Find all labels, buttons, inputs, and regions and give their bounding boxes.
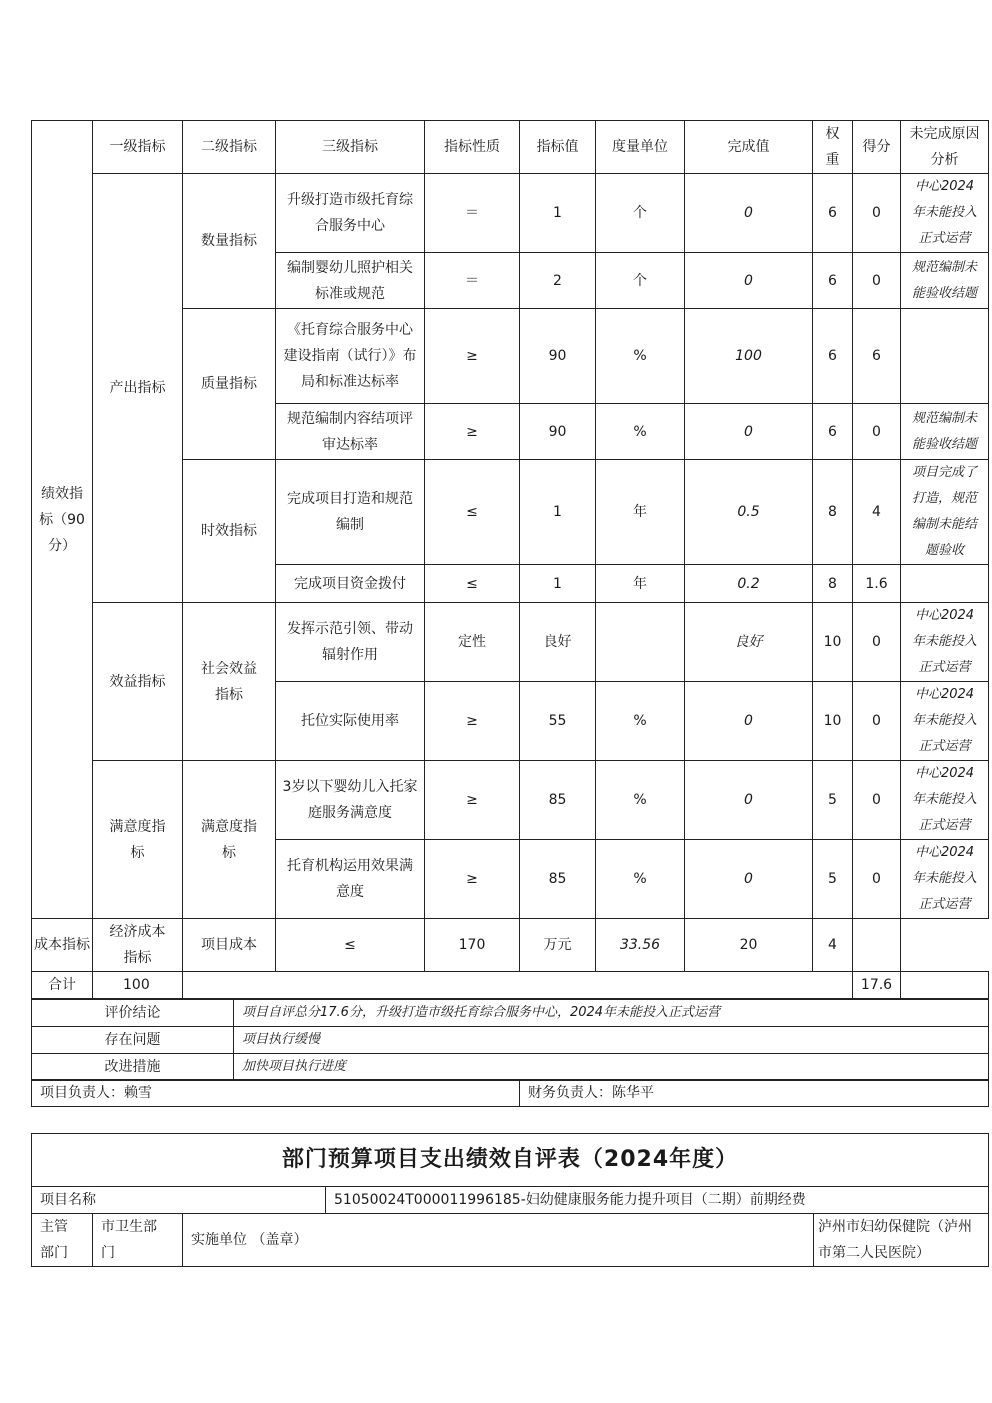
project-lead: 项目负责人：赖雪 [32,1080,520,1107]
department-row [32,1214,989,1267]
indicator-score: 0 [853,761,901,840]
indicator-weight: 6 [813,309,853,404]
project-name-row [32,1187,989,1214]
indicator-actual: 100 [685,309,813,404]
total-row [32,972,989,999]
indicator-nature: ≥ [425,682,520,761]
indicator-target: 85 [520,761,596,840]
indicator-unit: % [596,840,685,919]
indicator-reason: 项目完成了打造，规范编制未能结题验收 [901,460,989,565]
level2-economic: 经济成本指标 [93,919,183,972]
indicator-name: 编制婴幼儿照护相关标准或规范 [276,253,425,309]
indicator-actual: 0 [685,840,813,919]
header-reason: 未完成原因分析 [901,121,989,174]
indicator-nature: ≥ [425,761,520,840]
indicator-name: 托育机构运用效果满意度 [276,840,425,919]
level2-quality: 质量指标 [183,309,276,460]
indicator-weight: 6 [813,404,853,460]
indicator-actual: 0 [685,404,813,460]
indicator-weight: 8 [813,565,853,603]
indicator-weight: 8 [813,460,853,565]
indicator-actual: 0 [685,682,813,761]
level1-cost: 成本指标 [32,919,93,972]
total-weight: 100 [93,972,183,999]
indicator-nature: 定性 [425,603,520,682]
improvements-label: 改进措施 [32,1054,234,1081]
indicator-reason [901,309,989,404]
indicator-reason: 中心2024年未能投入正式运营 [901,174,989,253]
header-score: 得分 [853,121,901,174]
indicator-actual: 0 [685,253,813,309]
indicator-nature: ≥ [425,404,520,460]
dept-value: 市卫生部门 [93,1214,183,1267]
header-level3: 三级指标 [276,121,425,174]
level2-timeliness: 时效指标 [183,460,276,603]
indicator-actual: 0.2 [685,565,813,603]
signature-row [32,1080,989,1107]
indicator-target: 1 [520,565,596,603]
total-spacer [183,972,853,999]
category-cell: 绩效指标（90分） [32,121,93,919]
indicator-score: 0 [853,404,901,460]
dept-label: 主管部门 [32,1214,93,1267]
indicator-reason: 规范编制未能验收结题 [901,404,989,460]
indicator-reason [901,565,989,603]
table-row [32,761,989,840]
indicator-score: 0 [853,603,901,682]
indicator-target: 良好 [520,603,596,682]
indicator-name: 规范编制内容结项评审达标率 [276,404,425,460]
indicator-unit [596,603,685,682]
header-nature: 指标性质 [425,121,520,174]
indicator-unit: 万元 [520,919,596,972]
indicator-reason: 中心2024年未能投入正式运营 [901,603,989,682]
indicator-actual: 0.5 [685,460,813,565]
indicator-weight: 10 [813,603,853,682]
indicator-reason: 中心2024年未能投入正式运营 [901,761,989,840]
indicator-actual: 0 [685,761,813,840]
second-form [31,1133,989,1267]
indicator-name: 项目成本 [183,919,276,972]
indicator-score: 0 [853,174,901,253]
header-level2: 二级指标 [183,121,276,174]
indicator-actual: 33.56 [596,919,685,972]
project-name-label: 项目名称 [32,1187,326,1214]
indicator-weight: 6 [813,174,853,253]
indicator-score: 0 [853,682,901,761]
indicator-weight: 20 [685,919,813,972]
indicator-score: 4 [853,460,901,565]
indicator-actual: 0 [685,174,813,253]
improvements-row [32,1054,989,1081]
level2-quantity: 数量指标 [183,174,276,309]
level1-benefit: 效益指标 [93,603,183,761]
project-name-value: 51050024T000011996185-妇幼健康服务能力提升项目（二期）前期经费 [326,1187,989,1214]
header-row [32,121,989,174]
signature-table [31,1079,989,1107]
indicator-unit: % [596,404,685,460]
indicator-reason: 规范编制未能验收结题 [901,253,989,309]
indicator-target: 85 [520,840,596,919]
indicator-score: 1.6 [853,565,901,603]
indicator-nature: ≤ [425,565,520,603]
indicator-reason [853,919,901,972]
level1-satisfaction: 满意度指标 [93,761,183,919]
indicator-score: 0 [853,253,901,309]
table-row [32,919,989,972]
indicator-name: 升级打造市级托育综合服务中心 [276,174,425,253]
indicator-name: 发挥示范引领、带动辐射作用 [276,603,425,682]
issues-row [32,1027,989,1054]
indicator-unit: % [596,309,685,404]
indicator-weight: 5 [813,840,853,919]
form-title: 部门预算项目支出绩效自评表（2024年度） [32,1134,989,1187]
table-row [32,174,989,253]
form-title-row [32,1134,989,1187]
conclusion-label: 评价结论 [32,1000,234,1027]
indicator-name: 完成项目打造和规范编制 [276,460,425,565]
indicator-weight: 6 [813,253,853,309]
indicator-target: 90 [520,309,596,404]
header-weight: 权重 [813,121,853,174]
indicator-weight: 5 [813,761,853,840]
indicator-score: 4 [813,919,853,972]
indicator-unit: 个 [596,253,685,309]
impl-value: 泸州市妇幼保健院（泸州市第二人民医院） [814,1214,989,1267]
impl-label: 实施单位 （盖章） [183,1214,814,1267]
indicator-nature: ＝ [425,253,520,309]
indicator-name: 3岁以下婴幼儿入托家庭服务满意度 [276,761,425,840]
indicator-reason: 中心2024年未能投入正式运营 [901,840,989,919]
header-unit: 度量单位 [596,121,685,174]
indicator-unit: 年 [596,565,685,603]
finance-lead: 财务负责人：陈华平 [520,1080,989,1107]
conclusion-value: 项目自评总分17.6分，升级打造市级托育综合服务中心，2024年未能投入正式运营 [234,1000,989,1027]
level1-output: 产出指标 [93,174,183,603]
indicator-unit: % [596,761,685,840]
evaluation-table [31,999,989,1081]
table-row [32,603,989,682]
indicator-nature: ≥ [425,840,520,919]
indicator-nature: ＝ [425,174,520,253]
indicator-reason: 中心2024年未能投入正式运营 [901,682,989,761]
indicator-name: 托位实际使用率 [276,682,425,761]
indicator-target: 170 [425,919,520,972]
indicator-name: 完成项目资金拨付 [276,565,425,603]
header-actual: 完成值 [685,121,813,174]
indicator-target: 1 [520,174,596,253]
level2-social: 社会效益指标 [183,603,276,761]
indicator-target: 2 [520,253,596,309]
total-score: 17.6 [853,972,901,999]
indicator-target: 90 [520,404,596,460]
indicator-target: 1 [520,460,596,565]
indicator-weight: 10 [813,682,853,761]
improvements-value: 加快项目执行进度 [234,1054,989,1081]
indicator-unit: 年 [596,460,685,565]
performance-table [31,120,989,999]
total-label: 合计 [32,972,93,999]
level2-satisfaction: 满意度指标 [183,761,276,919]
indicator-nature: ≥ [425,309,520,404]
indicator-unit: 个 [596,174,685,253]
header-target: 指标值 [520,121,596,174]
issues-label: 存在问题 [32,1027,234,1054]
indicator-nature: ≤ [276,919,425,972]
indicator-actual: 良好 [685,603,813,682]
issues-value: 项目执行缓慢 [234,1027,989,1054]
indicator-nature: ≤ [425,460,520,565]
conclusion-row [32,1000,989,1027]
header-level1: 一级指标 [93,121,183,174]
total-reason-empty [901,972,989,999]
indicator-target: 55 [520,682,596,761]
indicator-score: 0 [853,840,901,919]
indicator-name: 《托育综合服务中心建设指南（试行）》布局和标准达标率 [276,309,425,404]
indicator-score: 6 [853,309,901,404]
indicator-unit: % [596,682,685,761]
